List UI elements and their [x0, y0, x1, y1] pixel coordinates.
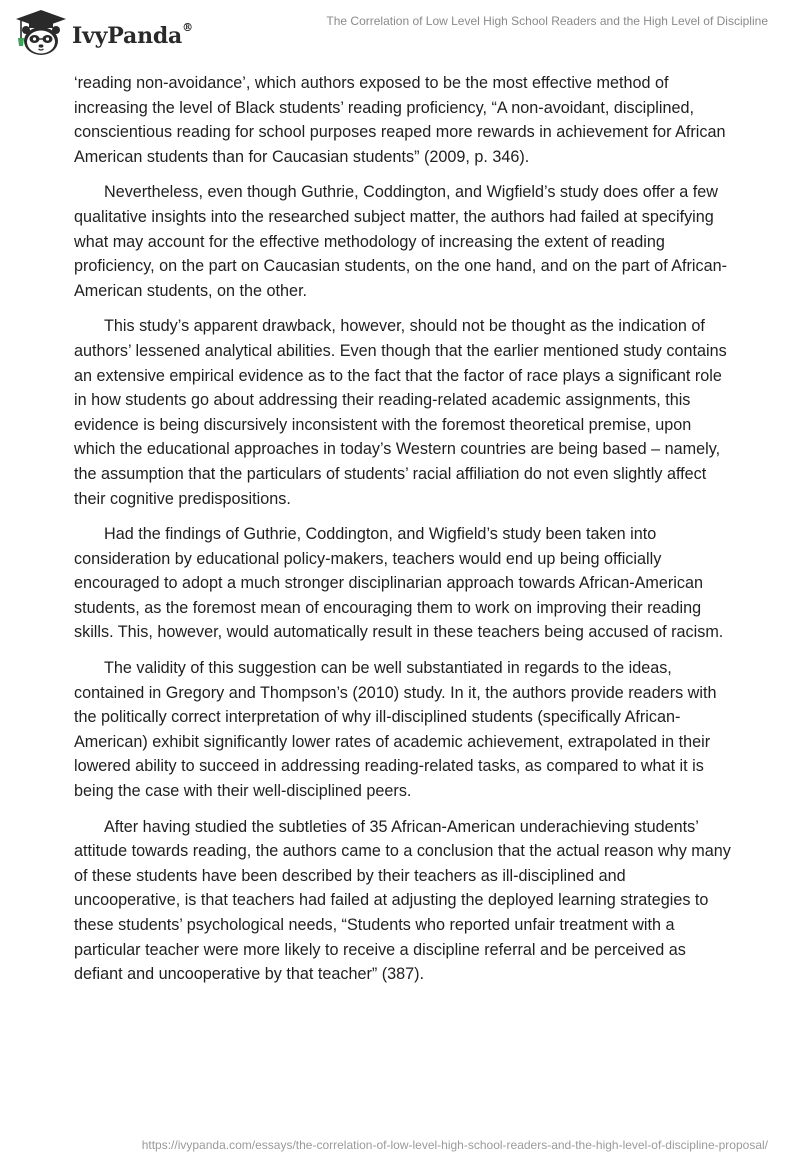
paragraph: Had the findings of Guthrie, Coddington, and Wigfield’s study been taken into consideration by educational policy-makers, teachers would end up being officially encouraged to adopt a much stronger disciplinarian approach towards African-American students, as the foremost mean of encouraging them to work on improving their reading skills. This, however, would automatically result in these teachers being accused of racism. [74, 525, 724, 642]
panda-graduate-icon [12, 8, 70, 58]
ivypanda-logo[interactable] [12, 8, 193, 58]
paragraph: Nevertheless, even though Guthrie, Coddington, and Wigfield’s study does offer a few qualitative insights into the researched subject matter, the authors had failed at specifying what may account for the effective methodology of increasing the extent of reading proficiency, on the part on Caucasian students, on the one hand, and on the part of African-American students, on the other. [74, 183, 728, 300]
paragraph: The validity of this suggestion can be well substantiated in regards to the ideas, contained in Gregory and Thompson’s (2010) study. In it, the authors provide readers with the politically correct interpretation of why ill-disciplined students (specifically African-American) exhibit significantly lower rates of academic achievement, extrapolated in their lowered ability to succeed in addressing reading-related tasks, as compared to what it is being the case with their well-disciplined peers. [74, 659, 717, 801]
registered-mark: ® [182, 21, 193, 34]
paragraph: After having studied the subtleties of 35 African-American underachieving students’ attitude towards reading, the authors came to a conclusion that the actual reason why many of these students have been described by their teachers as ill-disciplined and uncooperative, is that teachers had failed at adjusting the deployed learning strategies to these students’ psychological needs, “Students who reported unfair treatment with a particular teacher were more likely to receive a discipline referral and be perceived as defiant and uncooperative by that teacher” (387). [74, 817, 731, 984]
document-title: The Correlation of Low Level High School Readers and the High Level of Discipline [326, 14, 768, 28]
page-header [0, 0, 800, 70]
paragraph: ‘reading non-avoidance’, which authors exposed to be the most effective method of increasing the level of Black students’ reading proficiency, “A non-avoidant, disciplined, conscientious reading for school purposes reaped more rewards in achievement for African American students than for Caucasian students” (2009, p. 346). [74, 74, 726, 166]
brand-name: IvyPanda® [72, 21, 193, 49]
paragraph: This study’s apparent drawback, however, should not be thought as the indication of authors’ lessened analytical abilities. Even though that the earlier mentioned study contains an extensive empirical evidence as to the fact that the factor of race plays a significant role in how students go about addressing their reading-related academic assignments, this evidence is being discursively inconsistent with the foremost theoretical premise, upon which the educational approaches in today’s Western countries are being based – namely, the assumption that the particulars of students’ racial affiliation do not even slightly affect their cognitive predispositions. [74, 317, 727, 508]
source-url-link[interactable]: https://ivypanda.com/essays/the-correlation-of-low-level-high-school-readers-and-the-high-level-of-discipline-proposal/ [141, 1138, 768, 1152]
essay-body [74, 71, 734, 998]
